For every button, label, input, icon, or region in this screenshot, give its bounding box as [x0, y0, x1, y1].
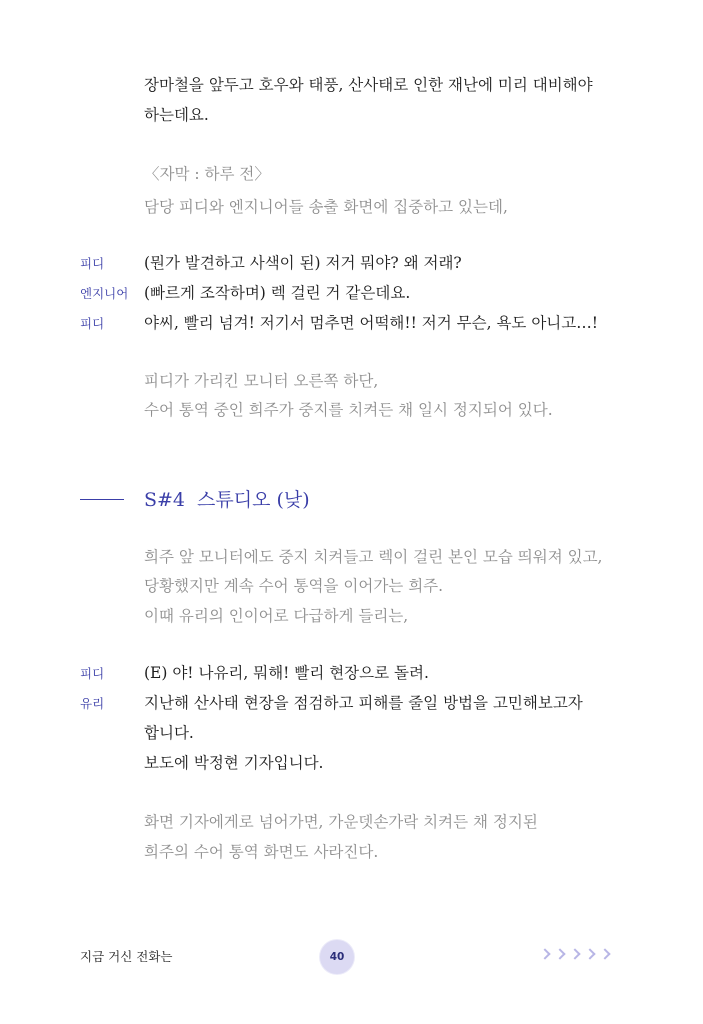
dialog-line: 야씨, 빨리 넘겨! 저기서 멈추면 어떡해!! 저거 무슨, 욕도 아니고…! [144, 314, 598, 332]
action-line: 화면 기자에게로 넘어가면, 가운뎃손가락 치켜든 채 정지된 [144, 813, 538, 831]
intro-dialog-line-1: 장마철을 앞두고 호우와 태풍, 산사태로 인한 재난에 미리 대비해야 [144, 76, 593, 94]
speaker-label: 유리 [80, 696, 105, 711]
scene-rule [80, 499, 124, 500]
dialog-line: (E) 야! 나유리, 뭐해! 빨리 현장으로 돌려. [144, 664, 429, 682]
dialog-line: 지난해 산사태 현장을 점검하고 피해를 줄일 방법을 고민해보고자 [144, 694, 583, 712]
page-number: 40 [329, 951, 345, 963]
chevron-right-icon [554, 948, 565, 959]
page-number-badge [320, 940, 354, 974]
dialog-line: 합니다. [144, 724, 194, 742]
chevron-right-icon [584, 948, 595, 959]
chevron-right-icon [599, 948, 610, 959]
scene-number: S#4 [144, 489, 186, 511]
action-line: 당황했지만 계속 수어 통역을 이어가는 희주. [144, 577, 444, 595]
action-line: 희주 앞 모니터에도 중지 치켜들고 렉이 걸린 본인 모습 띄워져 있고, [144, 548, 603, 566]
intro-dialog-line-2: 하는데요. [144, 106, 209, 124]
scene-title: 스튜디오 (낮) [197, 489, 310, 511]
speaker-label: 피디 [80, 256, 105, 271]
chevron-right-icon [539, 948, 550, 959]
action-line: 이때 유리의 인이어로 다급하게 들리는, [144, 607, 409, 625]
subtitle-caption: 〈자막 : 하루 전〉 [144, 165, 270, 183]
scene-heading [144, 487, 310, 513]
action-line: 희주의 수어 통역 화면도 사라진다. [144, 843, 379, 861]
footer-book-title: 지금 거신 전화는 [80, 949, 173, 964]
chevron-right-icon [569, 948, 580, 959]
speaker-label: 피디 [80, 666, 105, 681]
chevron-decoration [541, 950, 612, 958]
action-line: 피디가 가리킨 모니터 오른쪽 하단, [144, 372, 379, 390]
speaker-label: 엔지니어 [80, 286, 129, 301]
speaker-label: 피디 [80, 316, 105, 331]
dialog-line: (뭔가 발견하고 사색이 된) 저거 뭐야? 왜 저래? [144, 254, 462, 272]
action-line: 수어 통역 중인 희주가 중지를 치켜든 채 일시 정지되어 있다. [144, 401, 553, 419]
dialog-line: (빠르게 조작하며) 렉 걸린 거 같은데요. [144, 284, 411, 302]
action-line: 담당 피디와 엔지니어들 송출 화면에 집중하고 있는데, [144, 198, 508, 216]
dialog-line: 보도에 박정현 기자입니다. [144, 754, 324, 772]
